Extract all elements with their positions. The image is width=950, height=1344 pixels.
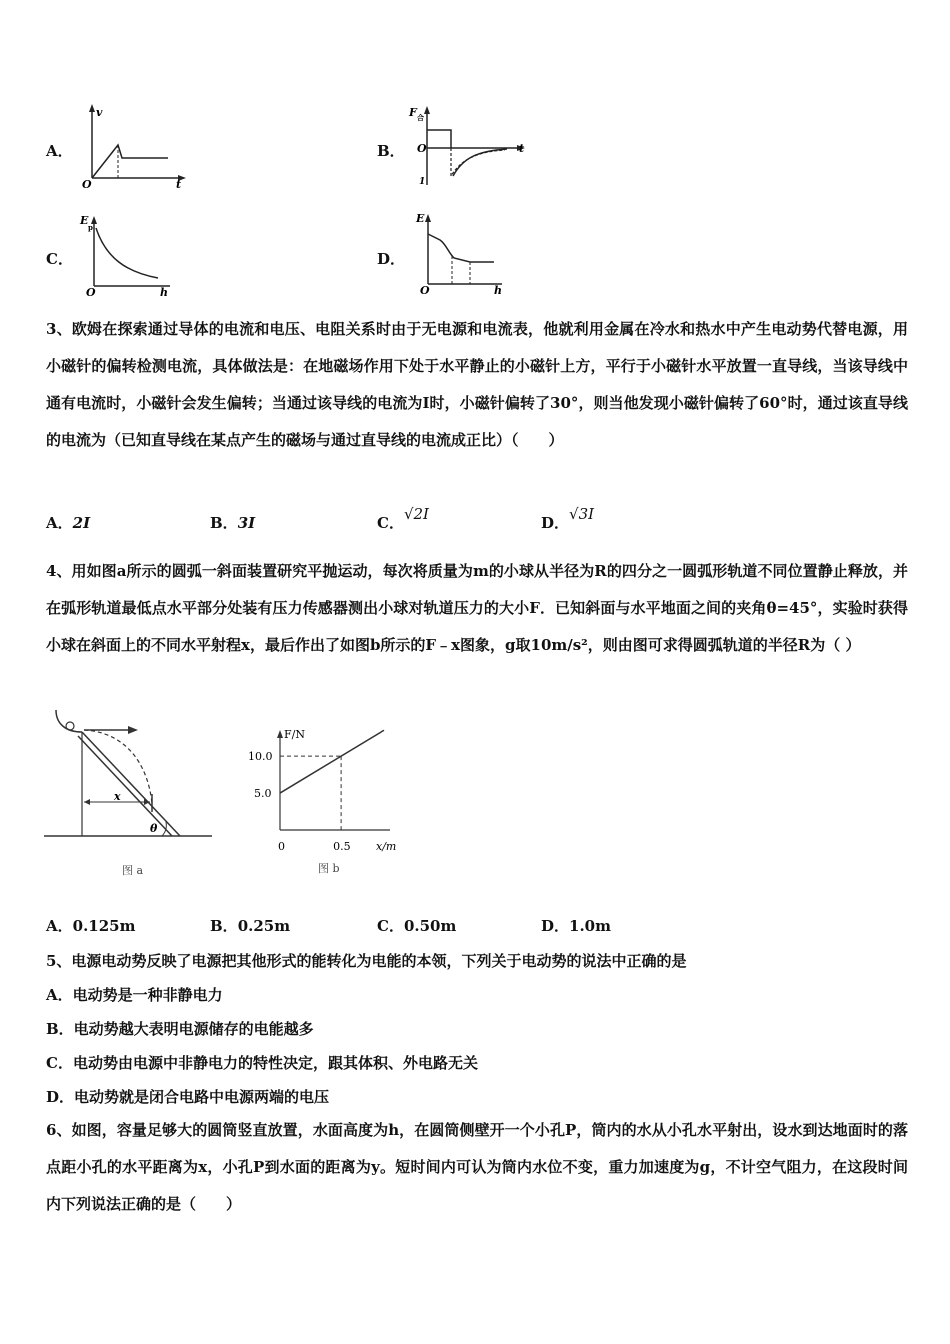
q2-graph-d — [410, 208, 510, 302]
q3-option-c: C．√2I — [377, 505, 429, 532]
q4-fig-b-caption: 图 b — [318, 862, 340, 875]
q2-a-x-axis: t — [176, 178, 182, 190]
q2-option-b-label: B． — [377, 142, 405, 160]
q5-option-b: B．电动势越大表明电源储存的电能越多 — [46, 1020, 314, 1038]
q2-c-y-axis: E — [80, 214, 89, 227]
q4-options — [0, 915, 950, 939]
q2-c-origin: O — [86, 286, 96, 299]
q4-option-a: A．0.125m — [46, 917, 136, 935]
q2-c-x-axis: h — [160, 286, 168, 299]
q2-graph-b — [405, 100, 535, 190]
q2-b-neg-mark: 1 — [419, 177, 426, 187]
q4-fig-b-x-label: x/m — [376, 840, 397, 853]
q2-option-d-label: D． — [377, 250, 406, 268]
q2-graph-c — [78, 210, 178, 302]
q5-option-d: D．电动势就是闭合电路中电源两端的电压 — [46, 1088, 330, 1106]
q5-option-c: C．电动势由电源中非静电力的特性决定，跟其体积、外电路无关 — [46, 1054, 478, 1072]
q2-b-origin: O — [417, 142, 427, 155]
q6-stem: 6、如图，容量足够大的圆筒竖直放置，水面高度为h，在圆筒侧壁开一个小孔P，筒内的水从小孔水平射出，设水到达地面时的落点距小孔的水平距离为x，小孔P到水面的距离为y。短时间内可认为筒内水位不变，重力加速度为g，不计空气阻力，在这段时间内下列说法正确的是（ ） — [46, 1121, 908, 1213]
q2-a-y-axis: v — [96, 106, 103, 119]
q3-stem: 3、欧姆在探索通过导体的电流和电压、电阻关系时由于无电源和电流表，他就利用金属在冷水和热水中产生电动势代替电源，用小磁针的偏转检测电流，具体做法是：在地磁场作用下处于水平静止的小磁针上方，平行于小磁针水平放置一直导线，当该导线中通有电流时，小磁针会发生偏转；当通过该导线的电流为I时，小磁针偏转了30°，则当他发现小磁针偏转了60°时，通过该直导线的电流为（已知直导线在某点产生的磁场与通过直导线的电流成正比）（ ） — [46, 320, 908, 449]
q3-option-a: A．2I — [46, 514, 91, 532]
q4-option-c: C．0.50m — [377, 917, 457, 935]
q4-option-b: B．0.25m — [210, 917, 291, 935]
q2-option-c-label: C． — [46, 250, 73, 268]
q2-option-a-label: A． — [46, 142, 73, 160]
q3-option-b: B．3I — [210, 514, 256, 532]
q4-fig-a-x-label: x — [114, 790, 121, 803]
q5-stem: 5、电源电动势反映了电源把其他形式的能转化为电能的本领，下列关于电动势的说法中正确的是 — [46, 952, 687, 970]
q4-stem: 4、用如图a所示的圆弧一斜面装置研究平抛运动，每次将质量为m的小球从半径为R的四分之一圆弧形轨道不同位置静止释放，并在弧形轨道最低点水平部分处装有压力传感器测出小球对轨道压力的大小F．已知斜面与水平地面之间的夹角θ=45°，实验时获得小球在斜面上的不同水平射程x，最后作出了如图b所示的F﹣x图象，g取10m/s²，则由图可求得圆弧轨道的半径R为（ ） — [46, 562, 908, 654]
q4-fig-b-origin: 0 — [278, 840, 285, 853]
q4-fig-a-angle: θ — [150, 822, 158, 835]
q2-c-y-sub: p — [88, 223, 93, 232]
q2-b-x-axis: t — [519, 142, 525, 155]
q2-graph-a — [80, 100, 190, 190]
q3-option-d: D．√3I — [541, 505, 595, 532]
q2-d-y-axis: E — [416, 212, 425, 225]
q4-figure-b — [240, 722, 400, 882]
q3-options — [0, 505, 950, 538]
q4-fig-b-ytick-10: 10.0 — [248, 750, 273, 764]
q2-b-y-sub: 合 — [417, 113, 424, 122]
q2-b-y-axis: F — [409, 106, 417, 119]
q2-d-origin: O — [420, 284, 430, 297]
q2-d-x-axis: h — [494, 284, 502, 297]
q4-fig-b-y-label: F/N — [284, 728, 305, 741]
q5-option-a: A．电动势是一种非静电力 — [46, 986, 223, 1004]
q4-fig-a-caption: 图 a — [122, 864, 144, 877]
q4-option-d: D．1.0m — [541, 917, 611, 935]
q2-a-origin: O — [82, 178, 92, 190]
q4-figure-a — [44, 702, 224, 882]
q4-fig-b-xtick-0-5: 0.5 — [333, 840, 351, 853]
q4-fig-b-ytick-5: 5.0 — [254, 787, 272, 801]
